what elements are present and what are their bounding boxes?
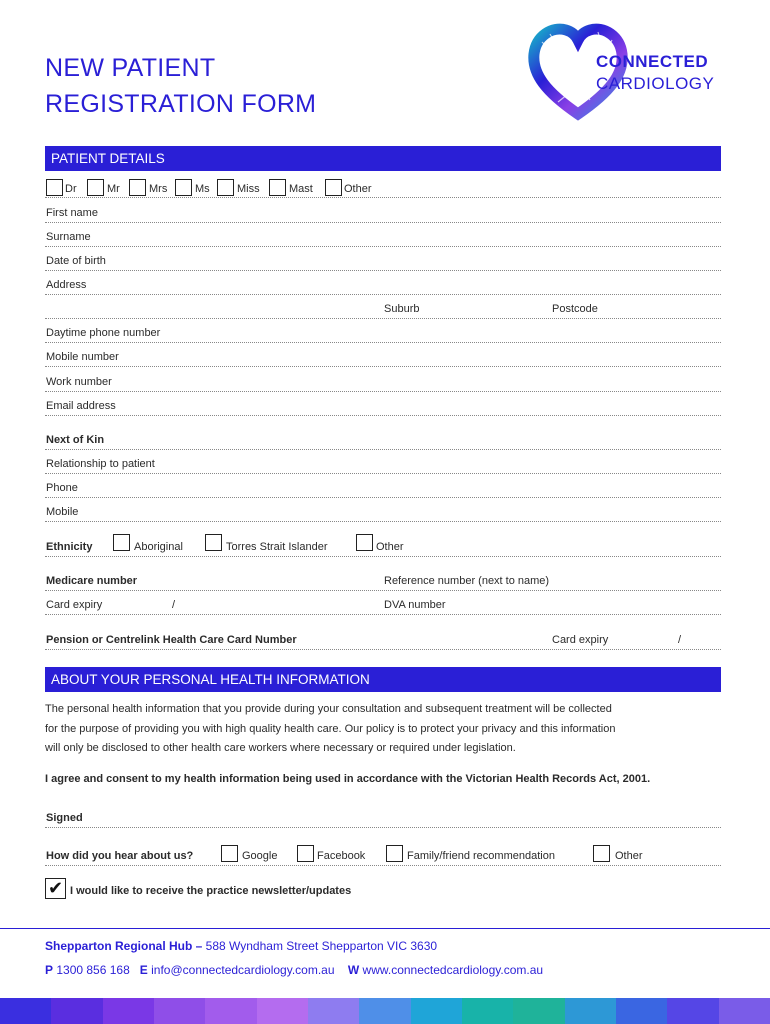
footer-phone-prefix: P (45, 963, 54, 977)
title-mrs-label: Mrs (149, 183, 168, 195)
ethnicity-label: Ethnicity (46, 541, 93, 553)
privacy-line-1: The personal health information that you provide during your consultation and subsequent treatment will be collected (45, 703, 612, 715)
hear-google-label: Google (242, 850, 278, 862)
card-expiry-label: Card expiry (46, 599, 103, 611)
logo (528, 22, 728, 122)
footer-stripe (667, 998, 719, 1024)
title-ms-label: Ms (195, 183, 210, 195)
privacy-line-2: for the purpose of providing you with high quality health care. Our policy is to protect your privacy and this information (45, 722, 616, 735)
footer-phone: 1300 856 168 (53, 963, 130, 977)
pension-card-expiry-label: Card expiry (552, 634, 609, 646)
daytime-phone-label: Daytime phone number (46, 327, 161, 339)
hear-about-label: How did you hear about us? (46, 850, 194, 862)
hear-family-checkbox[interactable] (386, 845, 403, 862)
newsletter-label: I would like to receive the practice newsletter/updates (70, 885, 352, 897)
footer-stripe (257, 998, 309, 1024)
pension-label: Pension or Centrelink Health Care Card Number (46, 634, 297, 646)
ethnicity-aboriginal-checkbox[interactable] (113, 534, 130, 551)
ethnicity-torres-strait-checkbox[interactable] (205, 534, 222, 551)
address-label: Address (46, 279, 87, 291)
footer-hub-address: 588 Wyndham Street Shepparton VIC 3630 (202, 939, 438, 953)
logo-text-connected: CONNECTED (596, 52, 709, 71)
footer-stripe (308, 998, 360, 1024)
first-name-label: First name (46, 207, 98, 219)
privacy-paragraph (45, 700, 725, 759)
form-title-line1: NEW PATIENT (45, 54, 216, 82)
title-mr-checkbox[interactable] (87, 179, 104, 196)
title-ms-checkbox[interactable] (175, 179, 192, 196)
title-dr-label: Dr (65, 183, 77, 195)
footer-contacts (45, 963, 543, 977)
title-other-label: Other (344, 183, 372, 195)
newsletter-checkbox[interactable]: ✔ (45, 878, 66, 899)
mobile-number-field[interactable] (45, 347, 721, 367)
footer-stripe (719, 998, 770, 1024)
card-expiry-slash: / (172, 599, 176, 611)
signed-label: Signed (46, 812, 83, 824)
medicare-label: Medicare number (46, 575, 138, 587)
footer-address (45, 939, 437, 953)
footer-stripe (359, 998, 411, 1024)
form-title-line2: REGISTRATION FORM (45, 90, 317, 118)
email-label: Email address (46, 400, 116, 412)
pension-card-expiry-slash: / (678, 634, 682, 646)
hear-other-label: Other (615, 850, 643, 862)
footer-stripe (513, 998, 565, 1024)
footer-stripe (154, 998, 206, 1024)
phone-label: Phone (46, 482, 78, 494)
title-miss-label: Miss (237, 183, 260, 195)
title-mr-label: Mr (107, 183, 120, 195)
surname-label: Surname (46, 231, 91, 243)
footer-divider (0, 928, 770, 929)
pension-row[interactable] (45, 630, 721, 650)
work-number-label: Work number (46, 376, 112, 388)
suburb-label: Suburb (384, 303, 420, 315)
title-options-row (45, 178, 721, 198)
footer-email-prefix: E (139, 963, 148, 977)
footer-stripe (103, 998, 155, 1024)
footer-email-link[interactable]: info@connectedcardiology.com.au (147, 963, 335, 977)
relationship-field[interactable] (45, 454, 721, 474)
ethnicity-other-label: Other (376, 541, 404, 553)
footer-stripe (0, 998, 52, 1024)
dob-label: Date of birth (46, 255, 106, 267)
title-mast-label: Mast (289, 183, 313, 195)
hear-facebook-label: Facebook (317, 850, 366, 862)
footer-stripe (205, 998, 257, 1024)
footer-web-prefix: W (347, 963, 360, 977)
ethnicity-torres-strait-label: Torres Strait Islander (226, 541, 328, 553)
address-field[interactable] (45, 275, 721, 295)
next-of-kin-field[interactable] (45, 430, 721, 450)
patient-details-heading: PATIENT DETAILS (45, 146, 721, 171)
phone-field[interactable] (45, 478, 721, 498)
footer-stripe (51, 998, 103, 1024)
footer-web-link[interactable]: www.connectedcardiology.com.au (359, 963, 544, 977)
hear-about-row (45, 846, 721, 866)
hear-family-label: Family/friend recommendation (407, 850, 555, 862)
title-other-checkbox[interactable] (325, 179, 342, 196)
dva-number-label: DVA number (384, 599, 446, 611)
footer-stripe (616, 998, 668, 1024)
ethnicity-row (45, 537, 721, 557)
signed-field[interactable] (45, 808, 721, 828)
mobile-label: Mobile (46, 506, 79, 518)
mobile-number-label: Mobile number (46, 351, 119, 363)
dob-field[interactable] (45, 251, 721, 271)
email-field[interactable] (45, 396, 721, 416)
footer-stripe (411, 998, 463, 1024)
health-info-heading: ABOUT YOUR PERSONAL HEALTH INFORMATION (45, 667, 721, 692)
next-of-kin-label: Next of Kin (46, 434, 105, 446)
consent-statement: I agree and consent to my health information being used in accordance with the Victorian Health Records Act, 2001. (45, 773, 651, 785)
relationship-label: Relationship to patient (46, 458, 155, 470)
title-miss-checkbox[interactable] (217, 179, 234, 196)
footer-stripe (462, 998, 514, 1024)
hear-other-checkbox[interactable] (593, 845, 610, 862)
title-mast-checkbox[interactable] (269, 179, 286, 196)
hear-google-checkbox[interactable] (221, 845, 238, 862)
postcode-label: Postcode (552, 303, 598, 315)
first-name-field[interactable] (45, 203, 721, 223)
daytime-phone-field[interactable] (45, 323, 721, 343)
heart-logo-icon (528, 22, 628, 122)
work-number-field[interactable] (45, 372, 721, 392)
logo-text-cardiology: CARDIOLOGY (596, 74, 715, 93)
privacy-line-3: will only be disclosed to other health care workers where necessary or required under legislation. (45, 742, 516, 754)
footer-hub-label: Shepparton Regional Hub – (45, 939, 203, 953)
reference-number-label: Reference number (next to name) (384, 575, 550, 587)
card-expiry-dva-row[interactable] (45, 595, 721, 615)
surname-field[interactable] (45, 227, 721, 247)
title-dr-checkbox[interactable] (46, 179, 63, 196)
mobile-field[interactable] (45, 502, 721, 522)
medicare-row[interactable] (45, 571, 721, 591)
ethnicity-other-checkbox[interactable] (356, 534, 373, 551)
hear-facebook-checkbox[interactable] (297, 845, 314, 862)
suburb-postcode-row[interactable] (45, 299, 721, 319)
footer-stripe (565, 998, 617, 1024)
title-mrs-checkbox[interactable] (129, 179, 146, 196)
ethnicity-aboriginal-label: Aboriginal (134, 541, 183, 553)
form-title (45, 50, 316, 122)
